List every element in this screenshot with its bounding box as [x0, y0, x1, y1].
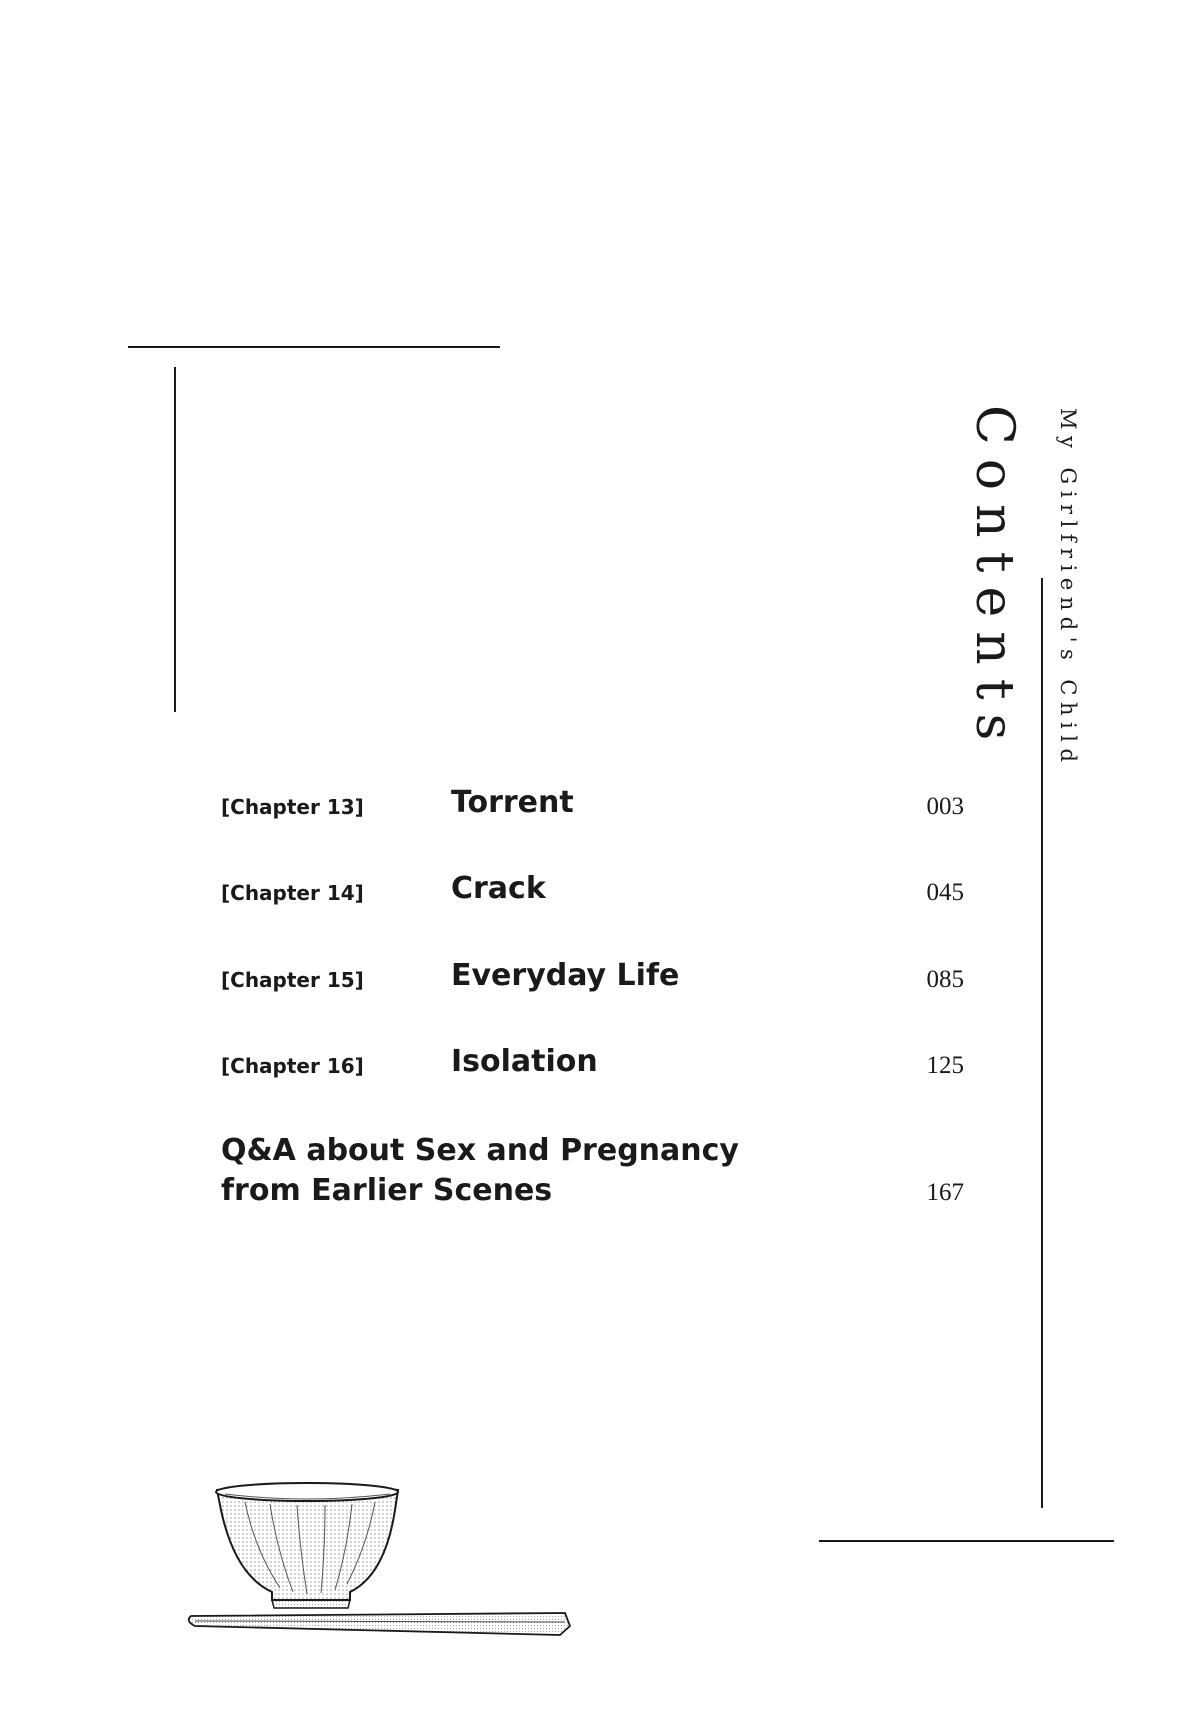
chapter-label: [Chapter 15] — [221, 968, 364, 992]
toc-entry-special[interactable] — [0, 1131, 1200, 1221]
page-title: Contents — [964, 405, 1024, 755]
toc-entry-chapter-16[interactable] — [0, 1044, 1200, 1094]
page-number: 125 — [926, 1052, 964, 1079]
bottom-horizontal-rule — [819, 1540, 1114, 1542]
chapter-title: Everyday Life — [451, 958, 680, 993]
page-number: 003 — [926, 793, 964, 820]
chapter-title: Torrent — [451, 785, 574, 820]
page-number: 045 — [926, 879, 964, 906]
page-number: 085 — [926, 966, 964, 993]
toc-entry-chapter-15[interactable] — [0, 958, 1200, 1008]
toc-entry-chapter-14[interactable] — [0, 871, 1200, 921]
chapter-title: Crack — [451, 871, 546, 906]
toc-entry-chapter-13[interactable] — [0, 785, 1200, 835]
chapter-label: [Chapter 14] — [221, 881, 364, 905]
right-vertical-rule — [1041, 578, 1043, 1508]
special-title-line-2: from Earlier Scenes — [221, 1173, 553, 1208]
special-title-line-1: Q&A about Sex and Pregnancy — [221, 1133, 739, 1168]
top-horizontal-rule — [128, 346, 500, 348]
page-number: 167 — [926, 1179, 964, 1206]
chapter-title: Isolation — [451, 1044, 598, 1079]
left-vertical-rule — [174, 367, 176, 712]
series-title: My Girlfriend's Child — [1056, 408, 1080, 769]
rice-bowl-with-chopsticks-icon — [185, 1480, 585, 1650]
chapter-label: [Chapter 13] — [221, 795, 364, 819]
chapter-label: [Chapter 16] — [221, 1054, 364, 1078]
